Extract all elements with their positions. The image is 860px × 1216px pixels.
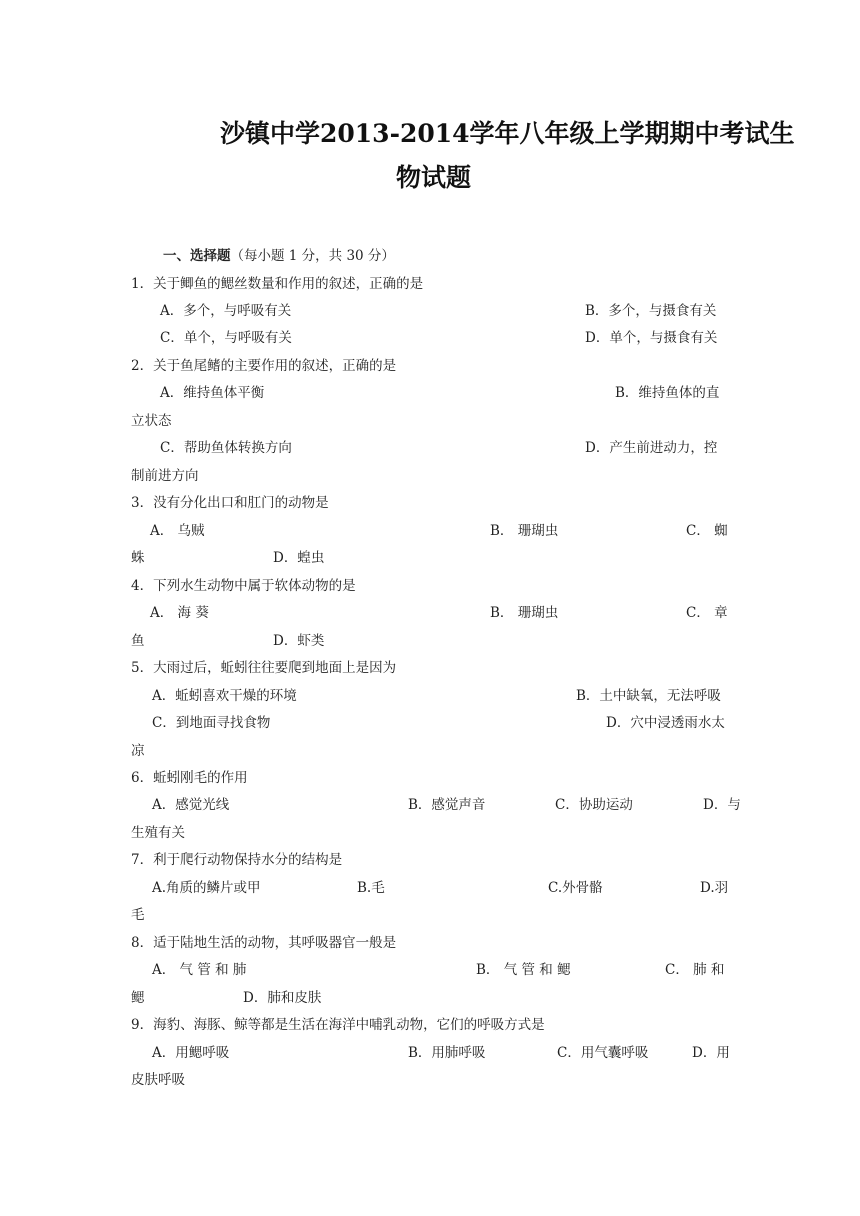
option: D．肺和皮肤 [243,990,322,1006]
question-stem: 6．蚯蚓刚毛的作用 [131,770,248,786]
option: A． 海 葵 [150,605,209,621]
question-stem: 2．关于鱼尾鳍的主要作用的叙述，正确的是 [131,358,397,374]
option-wrap: 毛 [131,907,145,923]
question-stem: 3．没有分化出口和肛门的动物是 [131,495,329,511]
option-wrap: 生殖有关 [131,825,185,841]
option: C．用气囊呼吸 [557,1045,649,1061]
option: A． 乌贼 [150,523,205,539]
option: C． 章 [686,605,728,621]
option-wrap: 凉 [131,743,145,759]
option: D．虾类 [273,633,325,649]
question-stem: 1．关于鲫鱼的鳃丝数量和作用的叙述，正确的是 [131,276,424,292]
option-wrap: 鱼 [131,633,145,649]
option: D．用 [692,1045,730,1061]
option: C．到地面寻找食物 [152,715,271,731]
option: A.角质的鳞片或甲 [152,880,261,896]
section-heading [163,247,395,265]
question-stem: 4．下列水生动物中属于软体动物的是 [131,578,356,594]
option: B．感觉声音 [408,797,486,813]
option: B.毛 [357,880,385,896]
option: D.羽 [700,880,729,896]
option: A．维持鱼体平衡 [160,385,265,401]
question-stem: 8．适于陆地生活的动物，其呼吸器官一般是 [131,935,397,951]
option-wrap: 立状态 [131,413,172,429]
option: B．维持鱼体的直 [615,385,720,401]
option-wrap: 制前进方向 [131,468,199,484]
section-heading-label: 一、选择题 [163,248,231,264]
option: B．土中缺氧，无法呼吸 [576,688,721,704]
option-wrap: 鳃 [131,990,145,1006]
option: D．与 [703,797,741,813]
option: D．产生前进动力，控 [585,440,718,456]
option: A．感觉光线 [152,797,230,813]
option: C． 肺 和 [665,962,725,978]
question-stem: 5．大雨过后，蚯蚓往往要爬到地面上是因为 [131,660,397,676]
option: A． 气 管 和 肺 [152,962,247,978]
option: C．单个，与呼吸有关 [160,330,292,346]
option: C.外骨骼 [548,880,603,896]
option: B．多个，与摄食有关 [585,303,717,319]
option: B． 珊瑚虫 [490,523,559,539]
option: C．帮助鱼体转换方向 [160,440,292,456]
option: C．协助运动 [555,797,633,813]
option: A．用鳃呼吸 [152,1045,230,1061]
option: A．多个，与呼吸有关 [160,303,292,319]
option-wrap: 皮肤呼吸 [131,1072,185,1088]
option-wrap: 蛛 [131,550,145,566]
option: B． 珊瑚虫 [490,605,559,621]
option: A．蚯蚓喜欢干燥的环境 [152,688,297,704]
exam-title-line1: 沙镇中学2013-2014学年八年级上学期期中考试生 [220,119,795,148]
option: B． 气 管 和 鳃 [476,962,571,978]
exam-title-line2: 物试题 [396,163,472,192]
section-note: （每小题 1 分，共 30 分） [230,248,395,264]
option: D．单个，与摄食有关 [585,330,718,346]
question-stem: 7．利于爬行动物保持水分的结构是 [131,852,343,868]
option: D．蝗虫 [273,550,325,566]
question-stem: 9．海豹、海豚、鲸等都是生活在海洋中哺乳动物，它们的呼吸方式是 [131,1017,545,1033]
option: C． 蜘 [686,523,728,539]
option: D．穴中浸透雨水太 [606,715,725,731]
option: B．用肺呼吸 [408,1045,486,1061]
